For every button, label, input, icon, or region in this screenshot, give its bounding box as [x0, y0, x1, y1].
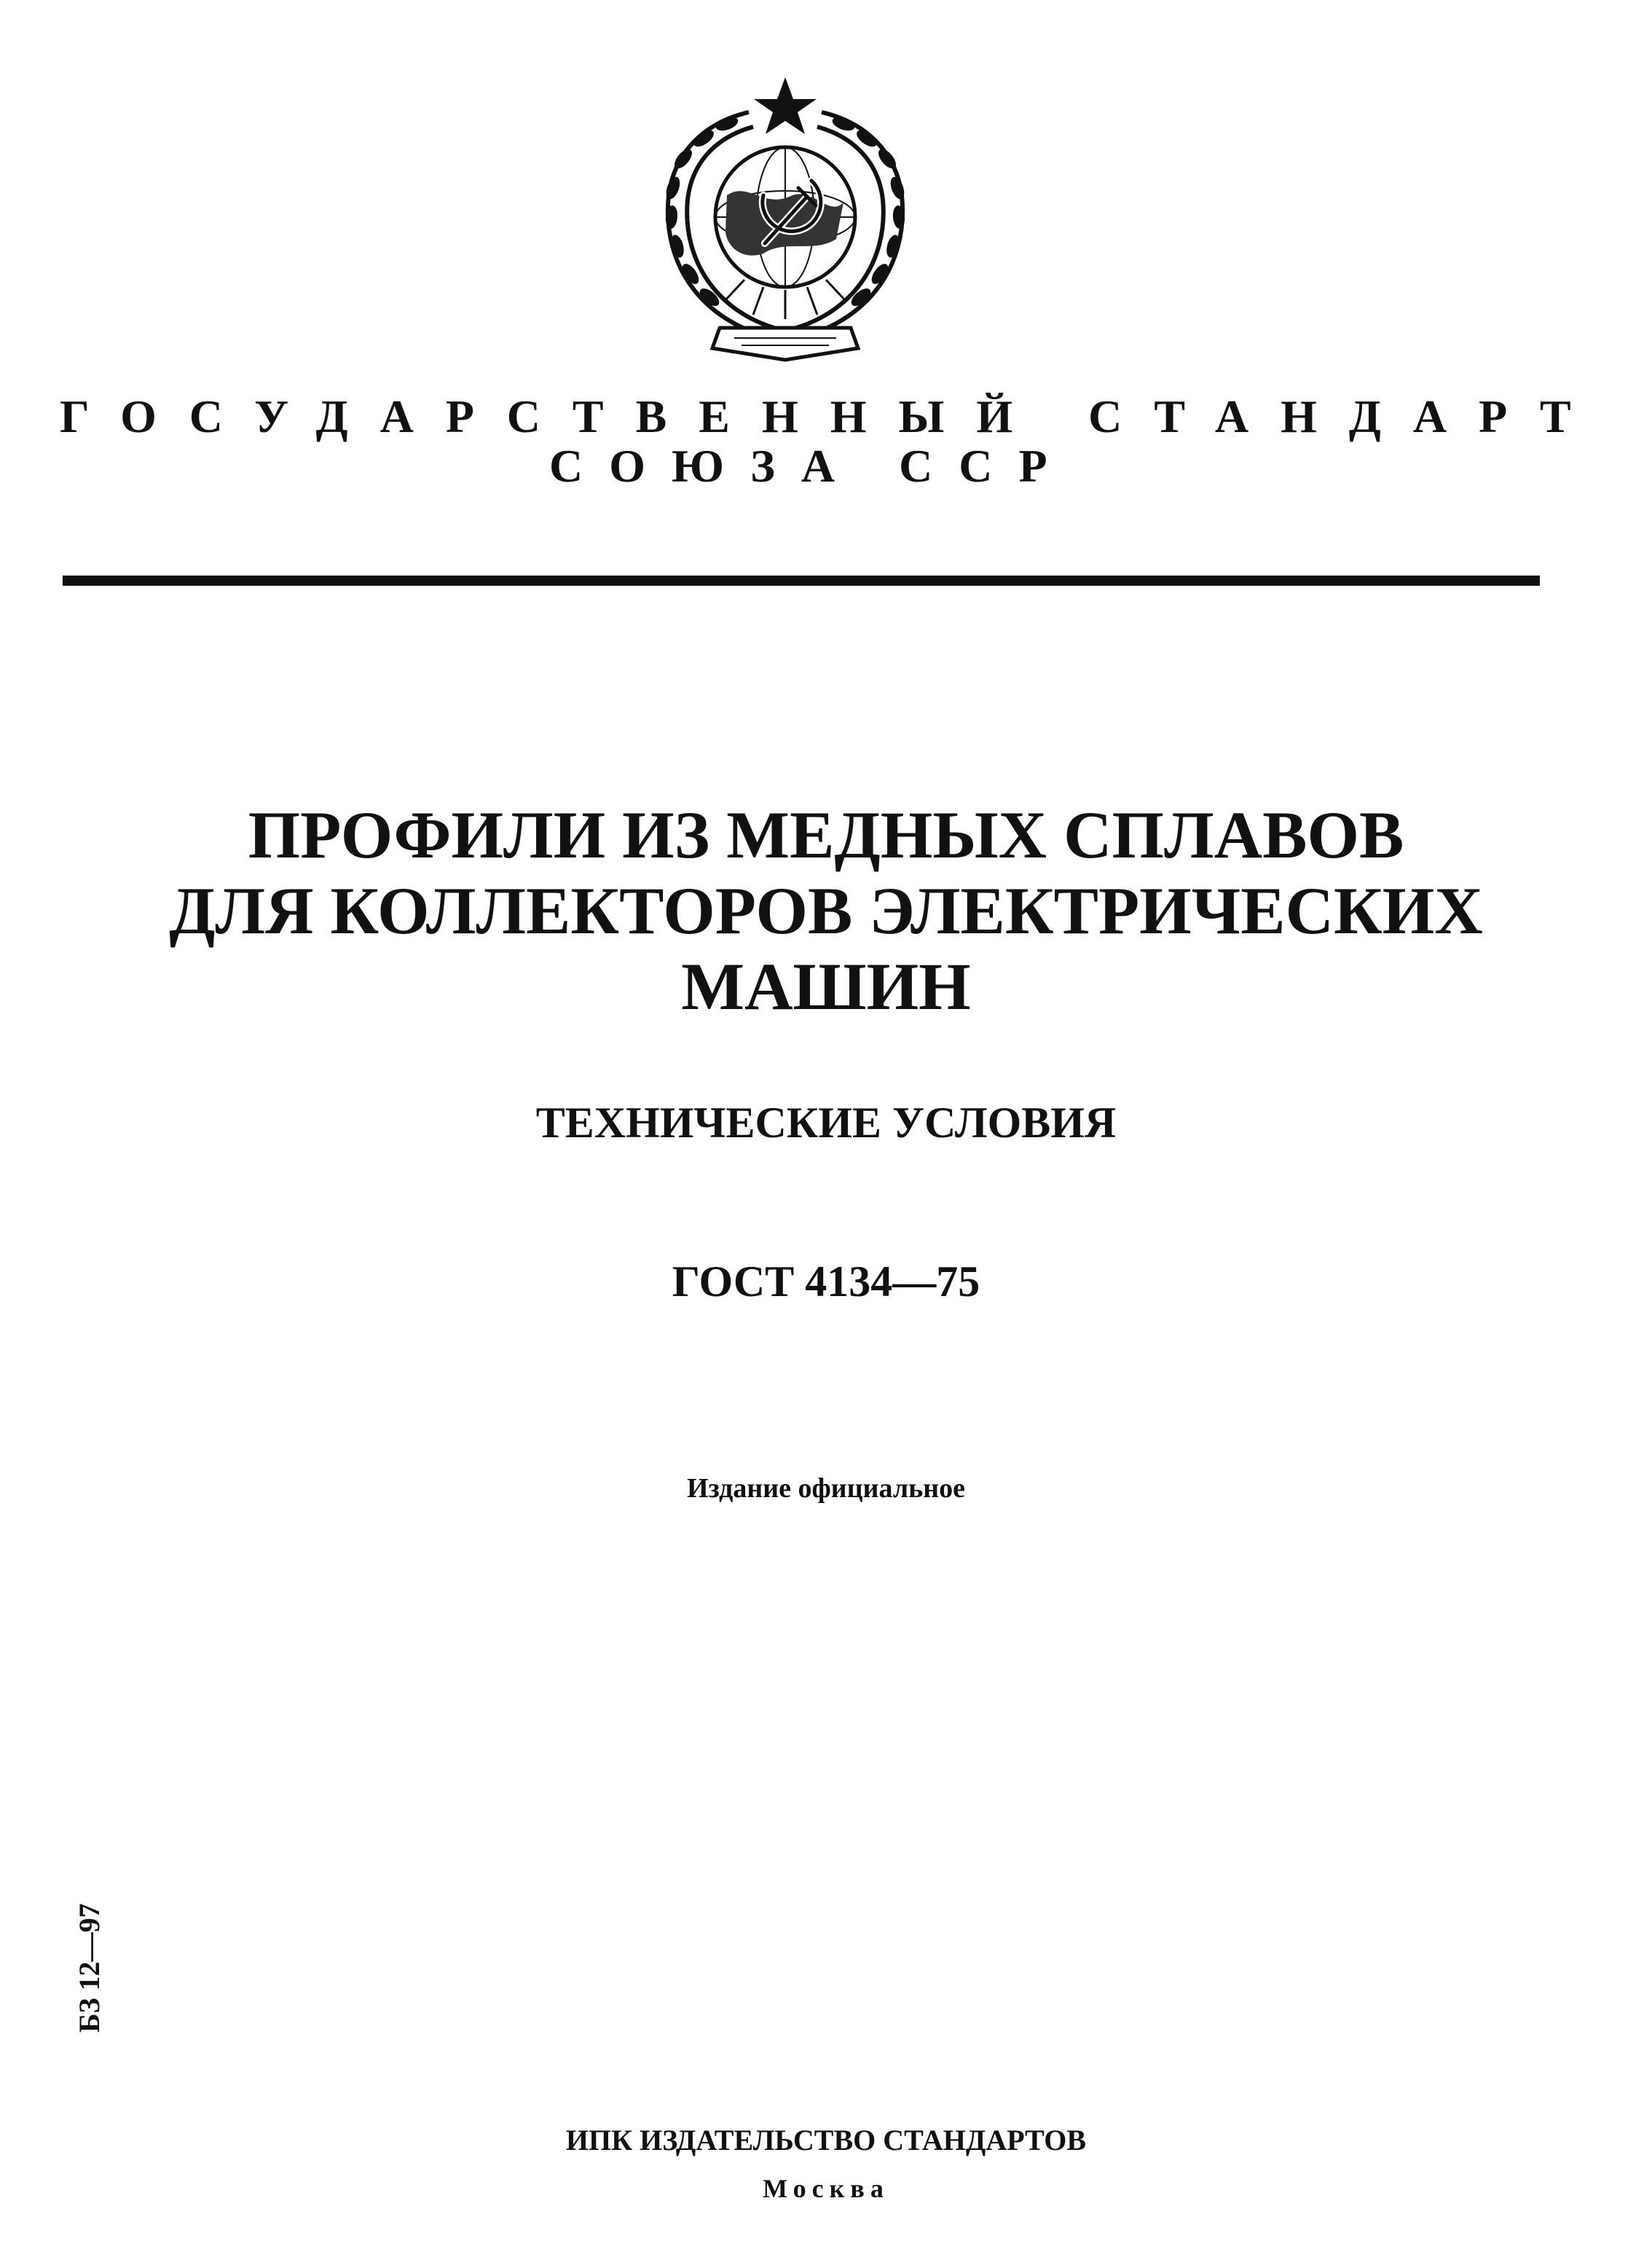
title-line-2: ДЛЯ КОЛЛЕКТОРОВ ЭЛЕКТРИЧЕСКИХ [169, 874, 1483, 948]
publisher-name: ИПК ИЗДАТЕЛЬСТВО СТАНДАРТОВ [565, 2124, 1087, 2156]
header-line-2: СОЮЗА ССР [549, 440, 1074, 492]
title-line-3: МАШИН [681, 949, 971, 1024]
ussr-state-emblem-icon [640, 71, 931, 370]
document-title [98, 797, 1554, 1024]
header-line-1: ГОСУДАРСТВЕННЫЙ СТАНДАРТ [60, 390, 1603, 442]
publisher-city: Москва [763, 2174, 889, 2203]
document-subtitle: ТЕХНИЧЕСКИЕ УСЛОВИЯ [535, 1099, 1117, 1147]
title-line-1: ПРОФИЛИ ИЗ МЕДНЫХ СПЛАВОВ [248, 798, 1404, 872]
edition-note: Издание официальное [686, 1473, 965, 1504]
standard-number: ГОСТ 4134—75 [672, 1257, 980, 1306]
horizontal-rule [63, 576, 1540, 586]
side-code: БЗ 12—97 [73, 1903, 106, 2033]
